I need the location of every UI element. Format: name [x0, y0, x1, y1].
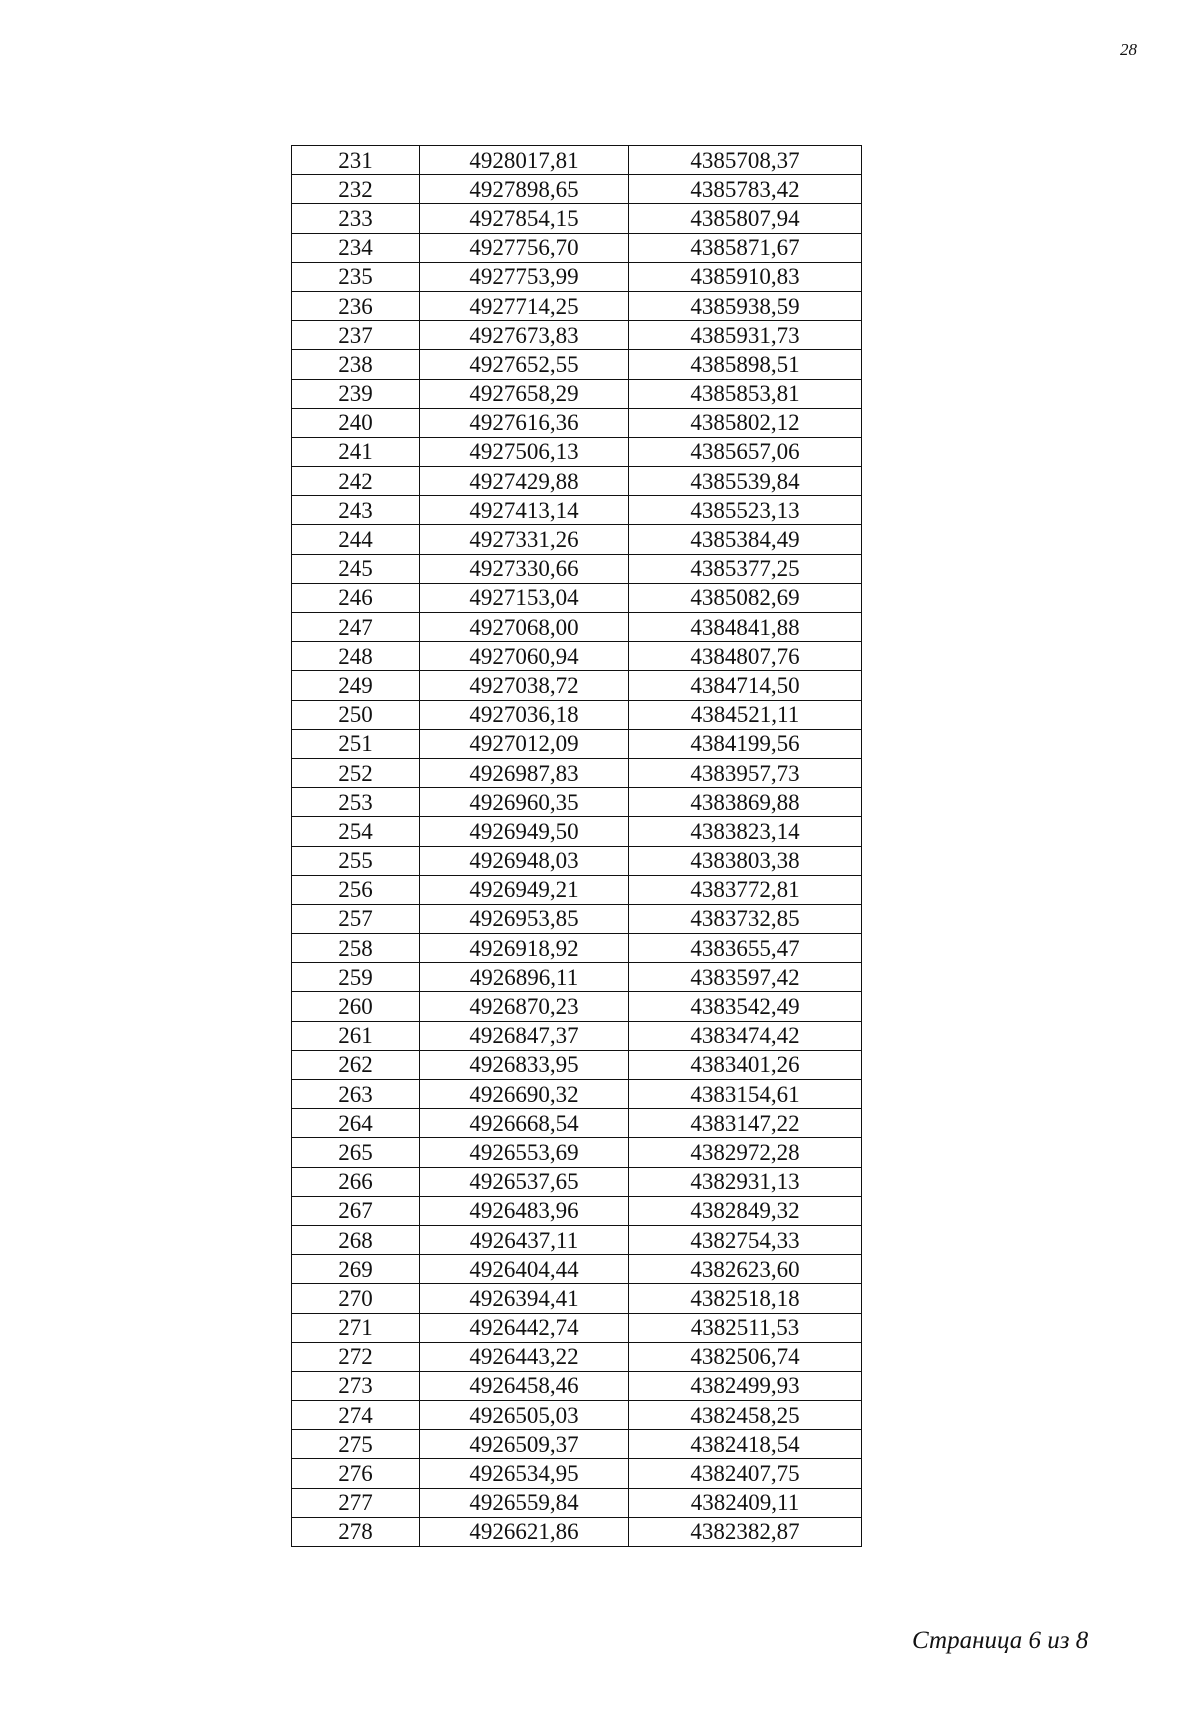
point-number-cell: 257 [292, 904, 420, 933]
x-coordinate-cell: 4926442,74 [420, 1313, 629, 1342]
table-row [292, 379, 862, 408]
table-row [292, 963, 862, 992]
table-row [292, 262, 862, 291]
y-coordinate-cell: 4383474,42 [629, 1021, 862, 1050]
x-coordinate-cell: 4927413,14 [420, 496, 629, 525]
x-coordinate-cell: 4926553,69 [420, 1138, 629, 1167]
x-coordinate-cell: 4926621,86 [420, 1517, 629, 1546]
point-number-cell: 252 [292, 758, 420, 787]
y-coordinate-cell: 4383869,88 [629, 788, 862, 817]
table-row [292, 758, 862, 787]
coordinates-table [291, 145, 862, 1547]
table-row [292, 1109, 862, 1138]
table-row [292, 1021, 862, 1050]
table-row [292, 1488, 862, 1517]
y-coordinate-cell: 4385931,73 [629, 321, 862, 350]
y-coordinate-cell: 4385898,51 [629, 350, 862, 379]
x-coordinate-cell: 4927673,83 [420, 321, 629, 350]
y-coordinate-cell: 4383147,22 [629, 1109, 862, 1138]
table-row [292, 729, 862, 758]
x-coordinate-cell: 4927616,36 [420, 408, 629, 437]
point-number-cell: 239 [292, 379, 420, 408]
y-coordinate-cell: 4382506,74 [629, 1342, 862, 1371]
point-number-cell: 249 [292, 671, 420, 700]
x-coordinate-cell: 4926918,92 [420, 934, 629, 963]
table-row [292, 1138, 862, 1167]
x-coordinate-cell: 4926458,46 [420, 1371, 629, 1400]
x-coordinate-cell: 4926537,65 [420, 1167, 629, 1196]
y-coordinate-cell: 4383957,73 [629, 758, 862, 787]
point-number-cell: 277 [292, 1488, 420, 1517]
table-row [292, 233, 862, 262]
x-coordinate-cell: 4927330,66 [420, 554, 629, 583]
x-coordinate-cell: 4926949,50 [420, 817, 629, 846]
table-row [292, 904, 862, 933]
table-row [292, 1225, 862, 1254]
y-coordinate-cell: 4382623,60 [629, 1255, 862, 1284]
table-row [292, 1459, 862, 1488]
point-number-cell: 274 [292, 1401, 420, 1430]
point-number-cell: 232 [292, 175, 420, 204]
table-row [292, 291, 862, 320]
x-coordinate-cell: 4926437,11 [420, 1225, 629, 1254]
table-row [292, 1284, 862, 1313]
point-number-cell: 268 [292, 1225, 420, 1254]
point-number-cell: 248 [292, 642, 420, 671]
table-row [292, 992, 862, 1021]
table-row [292, 467, 862, 496]
point-number-cell: 255 [292, 846, 420, 875]
point-number-cell: 254 [292, 817, 420, 846]
point-number-cell: 272 [292, 1342, 420, 1371]
x-coordinate-cell: 4926960,35 [420, 788, 629, 817]
point-number-cell: 265 [292, 1138, 420, 1167]
y-coordinate-cell: 4382511,53 [629, 1313, 862, 1342]
point-number-cell: 247 [292, 613, 420, 642]
x-coordinate-cell: 4926668,54 [420, 1109, 629, 1138]
x-coordinate-cell: 4927756,70 [420, 233, 629, 262]
table-row [292, 875, 862, 904]
y-coordinate-cell: 4383597,42 [629, 963, 862, 992]
table-row [292, 846, 862, 875]
x-coordinate-cell: 4926404,44 [420, 1255, 629, 1284]
y-coordinate-cell: 4385783,42 [629, 175, 862, 204]
x-coordinate-cell: 4927898,65 [420, 175, 629, 204]
x-coordinate-cell: 4926987,83 [420, 758, 629, 787]
point-number-cell: 237 [292, 321, 420, 350]
y-coordinate-cell: 4385708,37 [629, 146, 862, 175]
y-coordinate-cell: 4382518,18 [629, 1284, 862, 1313]
y-coordinate-cell: 4385802,12 [629, 408, 862, 437]
y-coordinate-cell: 4382407,75 [629, 1459, 862, 1488]
x-coordinate-cell: 4926953,85 [420, 904, 629, 933]
x-coordinate-cell: 4927036,18 [420, 700, 629, 729]
table-row [292, 583, 862, 612]
y-coordinate-cell: 4384841,88 [629, 613, 862, 642]
table-row [292, 1517, 862, 1546]
point-number-cell: 231 [292, 146, 420, 175]
y-coordinate-cell: 4383732,85 [629, 904, 862, 933]
y-coordinate-cell: 4382972,28 [629, 1138, 862, 1167]
y-coordinate-cell: 4384521,11 [629, 700, 862, 729]
y-coordinate-cell: 4382382,87 [629, 1517, 862, 1546]
point-number-cell: 266 [292, 1167, 420, 1196]
y-coordinate-cell: 4383154,61 [629, 1080, 862, 1109]
table-row [292, 496, 862, 525]
table-row [292, 817, 862, 846]
point-number-cell: 251 [292, 729, 420, 758]
page-footer: Страница 6 из 8 [912, 1627, 1089, 1654]
x-coordinate-cell: 4927060,94 [420, 642, 629, 671]
x-coordinate-cell: 4926847,37 [420, 1021, 629, 1050]
table-row [292, 1080, 862, 1109]
x-coordinate-cell: 4927714,25 [420, 291, 629, 320]
table-row [292, 788, 862, 817]
point-number-cell: 242 [292, 467, 420, 496]
x-coordinate-cell: 4926394,41 [420, 1284, 629, 1313]
y-coordinate-cell: 4382931,13 [629, 1167, 862, 1196]
y-coordinate-cell: 4385377,25 [629, 554, 862, 583]
table-row [292, 146, 862, 175]
y-coordinate-cell: 4383401,26 [629, 1050, 862, 1079]
y-coordinate-cell: 4385523,13 [629, 496, 862, 525]
point-number-cell: 275 [292, 1430, 420, 1459]
y-coordinate-cell: 4383823,14 [629, 817, 862, 846]
x-coordinate-cell: 4926443,22 [420, 1342, 629, 1371]
y-coordinate-cell: 4385871,67 [629, 233, 862, 262]
coordinates-table-body [292, 146, 862, 1547]
x-coordinate-cell: 4927652,55 [420, 350, 629, 379]
y-coordinate-cell: 4382418,54 [629, 1430, 862, 1459]
y-coordinate-cell: 4382499,93 [629, 1371, 862, 1400]
point-number-cell: 262 [292, 1050, 420, 1079]
x-coordinate-cell: 4927153,04 [420, 583, 629, 612]
x-coordinate-cell: 4926896,11 [420, 963, 629, 992]
table-row [292, 175, 862, 204]
point-number-cell: 253 [292, 788, 420, 817]
y-coordinate-cell: 4383655,47 [629, 934, 862, 963]
y-coordinate-cell: 4382458,25 [629, 1401, 862, 1430]
x-coordinate-cell: 4927658,29 [420, 379, 629, 408]
x-coordinate-cell: 4927854,15 [420, 204, 629, 233]
point-number-cell: 243 [292, 496, 420, 525]
x-coordinate-cell: 4927012,09 [420, 729, 629, 758]
point-number-cell: 235 [292, 262, 420, 291]
point-number-cell: 276 [292, 1459, 420, 1488]
y-coordinate-cell: 4383542,49 [629, 992, 862, 1021]
point-number-cell: 273 [292, 1371, 420, 1400]
point-number-cell: 267 [292, 1196, 420, 1225]
point-number-cell: 240 [292, 408, 420, 437]
point-number-cell: 250 [292, 700, 420, 729]
y-coordinate-cell: 4385910,83 [629, 262, 862, 291]
y-coordinate-cell: 4385807,94 [629, 204, 862, 233]
x-coordinate-cell: 4926534,95 [420, 1459, 629, 1488]
point-number-cell: 241 [292, 437, 420, 466]
point-number-cell: 261 [292, 1021, 420, 1050]
table-row [292, 700, 862, 729]
point-number-cell: 234 [292, 233, 420, 262]
table-row [292, 934, 862, 963]
table-row [292, 1255, 862, 1284]
point-number-cell: 271 [292, 1313, 420, 1342]
point-number-cell: 233 [292, 204, 420, 233]
table-row [292, 671, 862, 700]
y-coordinate-cell: 4384807,76 [629, 642, 862, 671]
table-row [292, 642, 862, 671]
x-coordinate-cell: 4926559,84 [420, 1488, 629, 1517]
x-coordinate-cell: 4928017,81 [420, 146, 629, 175]
y-coordinate-cell: 4382409,11 [629, 1488, 862, 1517]
table-row [292, 1371, 862, 1400]
y-coordinate-cell: 4382849,32 [629, 1196, 862, 1225]
point-number-cell: 260 [292, 992, 420, 1021]
x-coordinate-cell: 4926505,03 [420, 1401, 629, 1430]
x-coordinate-cell: 4926509,37 [420, 1430, 629, 1459]
point-number-cell: 244 [292, 525, 420, 554]
point-number-cell: 246 [292, 583, 420, 612]
x-coordinate-cell: 4927331,26 [420, 525, 629, 554]
table-row [292, 554, 862, 583]
table-row [292, 437, 862, 466]
y-coordinate-cell: 4383772,81 [629, 875, 862, 904]
x-coordinate-cell: 4926690,32 [420, 1080, 629, 1109]
table-row [292, 1167, 862, 1196]
point-number-cell: 256 [292, 875, 420, 904]
table-row [292, 1313, 862, 1342]
x-coordinate-cell: 4927429,88 [420, 467, 629, 496]
y-coordinate-cell: 4384714,50 [629, 671, 862, 700]
y-coordinate-cell: 4382754,33 [629, 1225, 862, 1254]
x-coordinate-cell: 4926483,96 [420, 1196, 629, 1225]
table-row [292, 204, 862, 233]
point-number-cell: 269 [292, 1255, 420, 1284]
table-row [292, 613, 862, 642]
x-coordinate-cell: 4927068,00 [420, 613, 629, 642]
point-number-cell: 264 [292, 1109, 420, 1138]
table-row [292, 321, 862, 350]
point-number-cell: 270 [292, 1284, 420, 1313]
y-coordinate-cell: 4385853,81 [629, 379, 862, 408]
point-number-cell: 263 [292, 1080, 420, 1109]
y-coordinate-cell: 4385384,49 [629, 525, 862, 554]
y-coordinate-cell: 4384199,56 [629, 729, 862, 758]
y-coordinate-cell: 4385082,69 [629, 583, 862, 612]
x-coordinate-cell: 4926949,21 [420, 875, 629, 904]
x-coordinate-cell: 4926870,23 [420, 992, 629, 1021]
page-number: 28 [1120, 40, 1137, 59]
point-number-cell: 258 [292, 934, 420, 963]
point-number-cell: 238 [292, 350, 420, 379]
table-row [292, 1196, 862, 1225]
point-number-cell: 245 [292, 554, 420, 583]
x-coordinate-cell: 4927753,99 [420, 262, 629, 291]
x-coordinate-cell: 4926948,03 [420, 846, 629, 875]
y-coordinate-cell: 4385539,84 [629, 467, 862, 496]
x-coordinate-cell: 4926833,95 [420, 1050, 629, 1079]
table-row [292, 1401, 862, 1430]
table-row [292, 1342, 862, 1371]
point-number-cell: 259 [292, 963, 420, 992]
table-row [292, 408, 862, 437]
x-coordinate-cell: 4927506,13 [420, 437, 629, 466]
x-coordinate-cell: 4927038,72 [420, 671, 629, 700]
point-number-cell: 236 [292, 291, 420, 320]
y-coordinate-cell: 4385938,59 [629, 291, 862, 320]
y-coordinate-cell: 4385657,06 [629, 437, 862, 466]
point-number-cell: 278 [292, 1517, 420, 1546]
table-row [292, 525, 862, 554]
table-row [292, 350, 862, 379]
y-coordinate-cell: 4383803,38 [629, 846, 862, 875]
table-row [292, 1430, 862, 1459]
table-row [292, 1050, 862, 1079]
